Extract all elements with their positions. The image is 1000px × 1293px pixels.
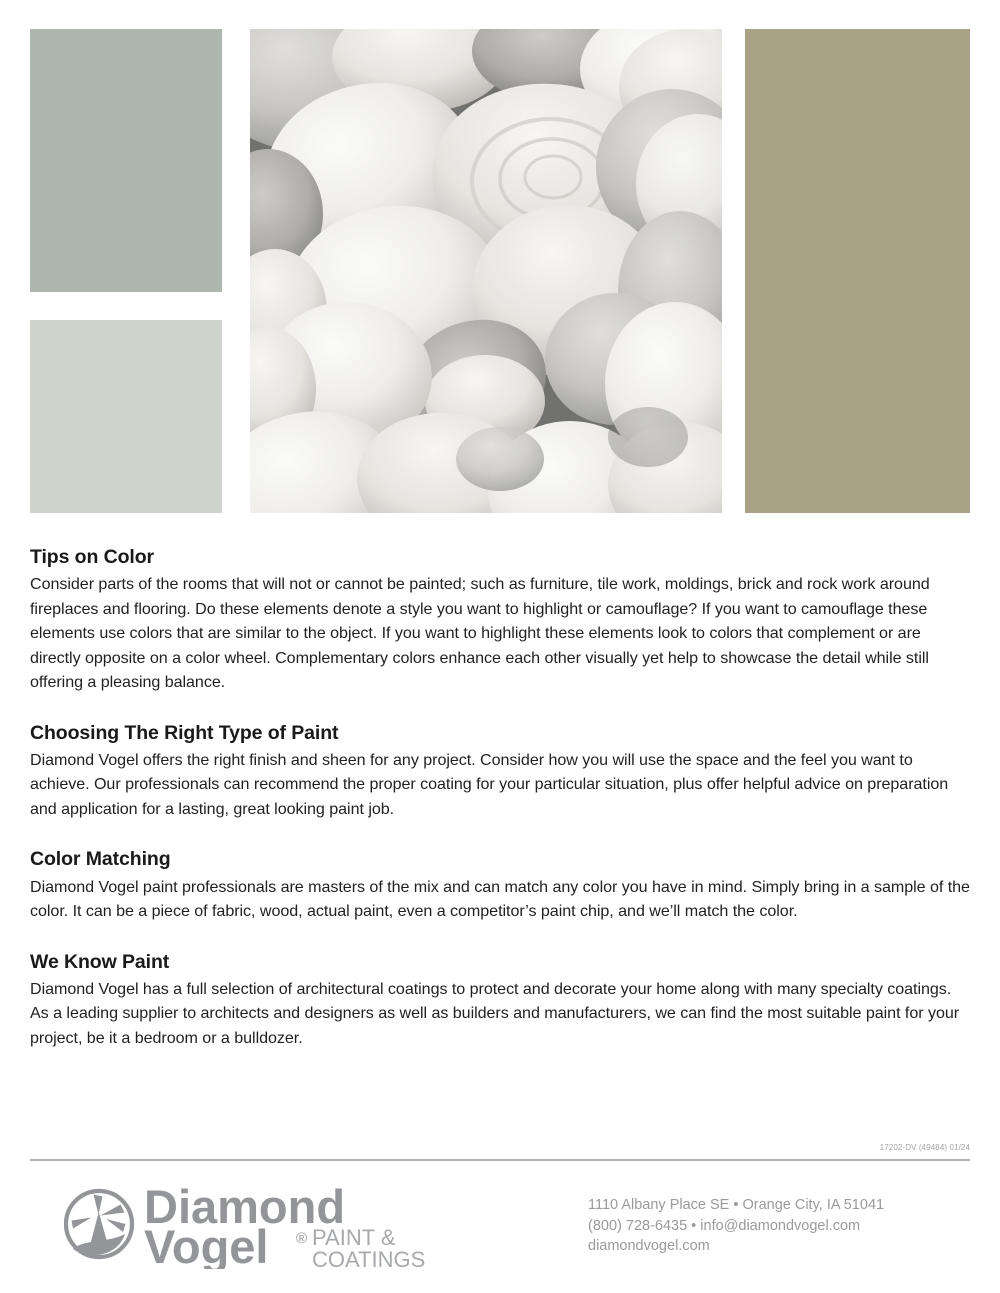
logo-wordmark — [144, 1183, 429, 1269]
contact-address: 1110 Albany Place SE • Orange City, IA 51041 — [588, 1197, 885, 1213]
sage-green-swatch — [30, 29, 222, 292]
section-heading: We Know Paint — [30, 950, 170, 973]
color-sample-band — [0, 0, 1000, 520]
logo-tagline-line-1: PAINT & — [312, 1225, 396, 1250]
article-content — [30, 545, 970, 1050]
section-body: Consider parts of the rooms that will not or cannot be painted; such as furniture, tile work, moldings, brick and rock work around fireplaces and flooring. Do these elements denote a style you want to highlight or camouflage? If you want to camouflage these elements use colors that are similar to the object. If you want to highlight these elements look to colors that complement or are directly opposite on a color wheel. Complementary colors enhance each other visually yet help to showcase the detail while still offering a pleasing balance. — [30, 575, 930, 692]
section-tips-on-color — [30, 545, 970, 695]
section-heading: Tips on Color — [30, 546, 155, 568]
section-heading: Color Matching — [30, 848, 171, 871]
pale-sage-swatch — [30, 320, 222, 513]
section-body: Diamond Vogel paint professionals are masters of the mix and can match any color you have in mind. Simply bring in a sample of the color. It can be a piece of fabric, wood, actual paint, even a competitor’s paint chip, and we’ll match the color. — [30, 877, 970, 921]
document-code: 17202-DV (49484) 01/24 — [879, 1143, 970, 1152]
contact-phone-email: (800) 728-6435 • info@diamondvogel.com — [588, 1217, 861, 1234]
page-footer — [30, 1175, 970, 1280]
section-color-matching — [30, 847, 970, 923]
section-body: Diamond Vogel offers the right finish and sheen for any project. Consider how you will use the space and the feel you want to achieve. Our professionals can recommend the proper coating for your particular situation, plus offer helpful advice on preparation and application for a lasting, great looking paint job. — [30, 751, 949, 818]
logo-brand-line-1: Diamond — [144, 1183, 346, 1233]
logo-brand-line-2: Vogel — [144, 1220, 269, 1269]
contact-info — [588, 1195, 884, 1257]
section-we-know-paint — [30, 950, 970, 1051]
footer-divider — [30, 1159, 970, 1161]
section-body: Diamond Vogel has a full selection of architectural coatings to protect and decorate your home along with many specialty coatings. As a leading supplier to architects and designers as well as builders and manufacturers, we can find the most suitable paint for your project, be it a bedroom or a bulldozer. — [30, 980, 960, 1047]
logo-tagline-line-2: COATINGS — [312, 1247, 426, 1269]
pebble-photo — [250, 29, 722, 513]
logo-registered-mark: ® — [296, 1230, 308, 1247]
section-choosing-the-right-type-of-paint — [30, 721, 970, 822]
khaki-taupe-swatch — [745, 29, 970, 513]
contact-website[interactable]: diamondvogel.com — [588, 1238, 710, 1255]
section-heading: Choosing The Right Type of Paint — [30, 721, 339, 744]
windmill-icon — [62, 1187, 136, 1266]
diamond-vogel-logo — [62, 1183, 429, 1269]
